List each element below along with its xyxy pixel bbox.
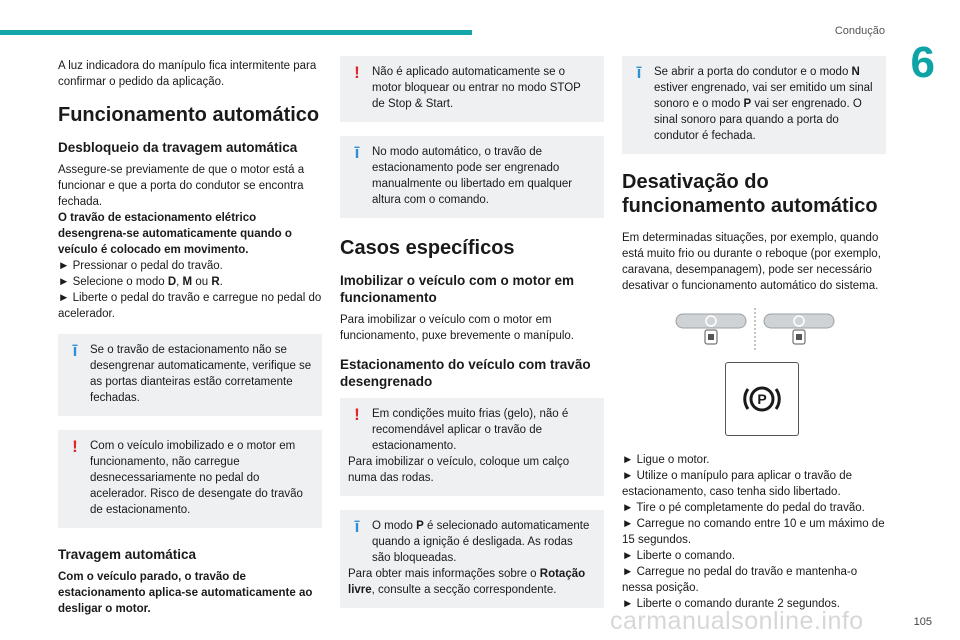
intro-text: A luz indicadora do manípulo fica intermitente para confirmar o pedido da aplicação. xyxy=(58,60,317,88)
deactivation-step: ► Carregue no comando entre 10 e um máximo de 15 segundos. xyxy=(622,518,885,546)
info-note-manual xyxy=(340,136,604,218)
info-note-mode-p xyxy=(340,510,604,608)
unlock-step-2: ► Selecione o modo D, M ou R. xyxy=(58,276,223,288)
warning-note-stop-start xyxy=(340,56,604,122)
svg-text:P: P xyxy=(757,391,767,407)
warning-note-text: Com o veículo imobilizado e o motor em funcionamento, não carregue desnecessariamente no pedal do acelerador. Risco de desengate do travão de estacionamento. xyxy=(90,440,303,516)
warning-note-cold xyxy=(340,398,604,496)
heading-auto-braking: Travagem automática xyxy=(58,547,197,562)
deactivation-text: Em determinadas situações, por exemplo, quando está muito frio ou durante o reboque (por exemplo, caravana, desempanagem), pode ser necessário desativar o funcionamento automático do sistema. xyxy=(622,232,881,292)
parking-brake-button xyxy=(725,362,799,436)
heading-unlock: Desbloqueio da travagem automática xyxy=(58,140,298,155)
section-title: Condução xyxy=(834,25,885,37)
column-1 xyxy=(58,58,322,617)
warning-stop-start-text: Não é aplicado automaticamente se o motor bloquear ou entrar no modo STOP de Stop & Start. xyxy=(372,66,581,110)
deactivation-step: ► Carregue no pedal do travão e mantenha-o nessa posição. xyxy=(622,566,858,594)
info-note-door xyxy=(622,56,886,154)
warning-chock-text: Para imobilizar o veículo, coloque um calço numa das rodas. xyxy=(348,456,570,484)
deactivation-step: ► Utilize o manípulo para aplicar o travão de estacionamento, caso tenha sido libertado. xyxy=(622,470,852,498)
column-2 xyxy=(340,56,604,616)
immobilize-text: Para imobilizar o veículo com o motor em funcionamento, puxe brevemente o manípulo. xyxy=(340,314,574,342)
parking-brake-icon xyxy=(726,363,798,435)
warning-icon: ! xyxy=(72,437,78,456)
heading-specific-cases: Casos específicos xyxy=(340,237,515,259)
info-note-text: Se o travão de estacionamento não se desengrenar automaticamente, verifique se as portas dianteiras estão corretamente fechadas. xyxy=(90,344,312,404)
watermark: carmanualsonline.info xyxy=(610,607,864,635)
steering-wheel-illustration xyxy=(622,308,886,350)
steering-wheel-icon xyxy=(622,308,886,350)
deactivation-step: ► Liberte o comando. xyxy=(622,550,736,562)
info-icon: ī xyxy=(72,341,78,360)
column-3 xyxy=(622,56,886,612)
unlock-step-3: ► Liberte o pedal do travão e carregue no pedal do acelerador. xyxy=(58,292,322,320)
info-icon: ī xyxy=(636,63,642,82)
chapter-number: 6 xyxy=(910,38,935,87)
warning-icon: ! xyxy=(354,63,360,82)
deactivation-step: ► Tire o pé completamente do pedal do travão. xyxy=(622,502,865,514)
heading-automatic-operation: Funcionamento automático xyxy=(58,104,320,126)
warning-cold-text: Em condições muito frias (gelo), não é recomendável aplicar o travão de estacionamento. xyxy=(372,408,569,452)
deactivation-step: ► Ligue o motor. xyxy=(622,454,710,466)
heading-immobilize: Imobilizar o veículo com o motor em funcionamento xyxy=(340,273,575,305)
auto-braking-text: Com o veículo parado, o travão de estacionamento aplica-se automaticamente ao desligar o motor. xyxy=(58,571,313,615)
info-door-text: Se abrir a porta do condutor e o modo N estiver engrenado, vai ser emitido um sinal sonoro e o modo P vai ser engrenado. O sinal sonoro para quando a porta do condutor é fechada. xyxy=(654,66,873,142)
heading-deactivation: Desativação do funcionamento automático xyxy=(622,171,878,217)
page-number: 105 xyxy=(913,616,932,628)
unlock-step-1: ► Pressionar o pedal do travão. xyxy=(58,260,223,272)
heading-park-released: Estacionamento do veículo com travão desengrenado xyxy=(340,357,591,389)
unlock-bold-text: O travão de estacionamento elétrico desengrena-se automaticamente quando o veículo é colocado em movimento. xyxy=(58,212,292,256)
deactivation-steps xyxy=(622,452,886,612)
info-manual-text: No modo automático, o travão de estacionamento pode ser engrenado manualmente ou libertado em qualquer altura com o comando. xyxy=(372,146,573,206)
warning-note xyxy=(58,430,322,528)
free-rotation-link[interactable]: Rotação livre xyxy=(348,568,586,596)
top-accent-bar xyxy=(0,30,472,35)
unlock-text: Assegure-se previamente de que o motor está a funcionar e que a porta do condutor se encontra fechada. xyxy=(58,164,305,208)
info-icon: ī xyxy=(354,517,360,536)
info-free-rotation-text: Para obter mais informações sobre o Rotação livre, consulte a secção correspondente. xyxy=(348,568,586,596)
info-note xyxy=(58,334,322,416)
warning-icon: ! xyxy=(354,405,360,424)
deactivation-step: ► Liberte o comando durante 2 segundos. xyxy=(622,598,840,610)
info-mode-p-text: O modo P é selecionado automaticamente quando a ignição é desligada. As rodas são bloqueadas. xyxy=(372,520,590,564)
info-icon: ī xyxy=(354,143,360,162)
